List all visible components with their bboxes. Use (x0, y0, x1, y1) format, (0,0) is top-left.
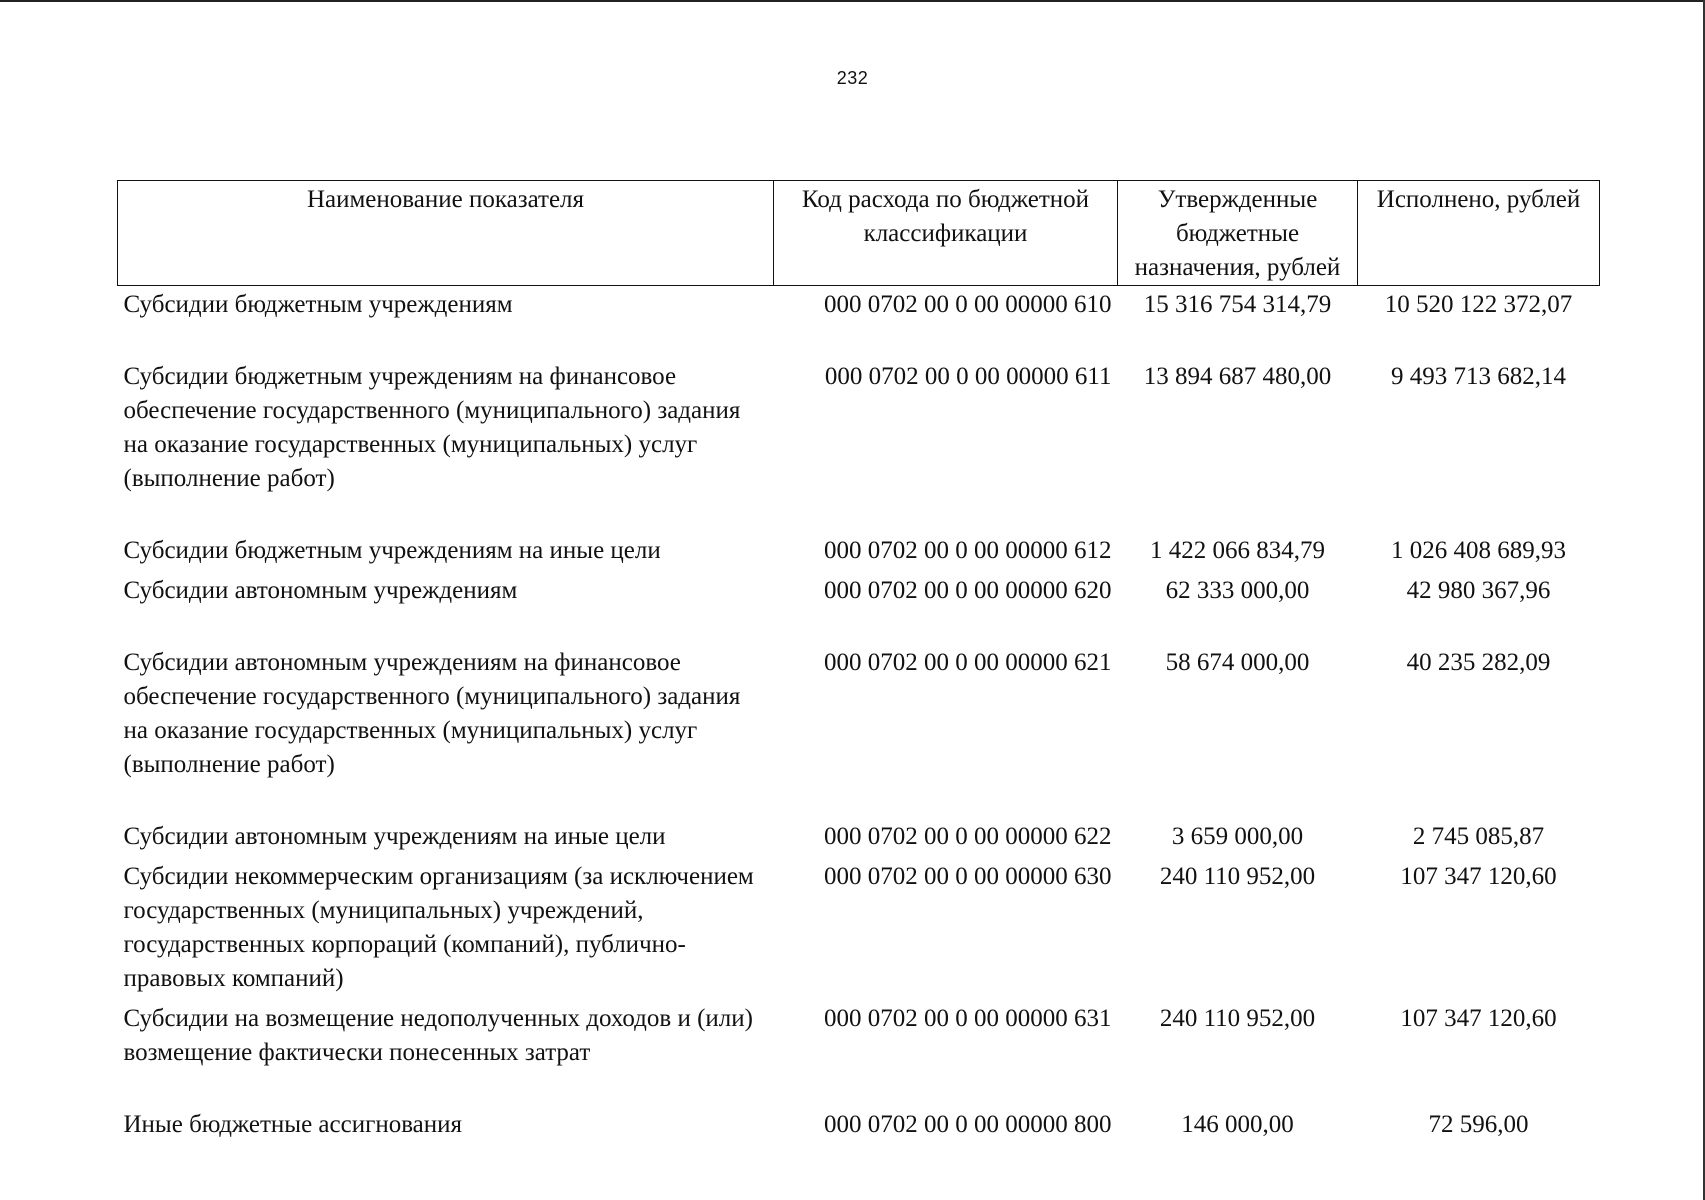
header-indicator-name: Наименование показателя (118, 181, 774, 286)
row-approved: 240 110 952,00 (1159, 1005, 1316, 1032)
row-name: Субсидии на возмещение недополученных доходов и (или) возмещение фактически понесенных затрат (123, 1005, 753, 1066)
row-code: 000 0702 00 0 00 00000 622 (824, 823, 1112, 850)
row-name: Субсидии некоммерческим организациям (за исключением государственных (муниципальных) учреждений, государственных корпораций (компаний), публично-правовых компаний) (123, 863, 754, 992)
table-row (118, 858, 1600, 1000)
row-code: 000 0702 00 0 00 00000 631 (824, 1005, 1112, 1032)
table-row (118, 644, 1600, 818)
row-code: 000 0702 00 0 00 00000 620 (824, 577, 1112, 604)
budget-table-container (117, 180, 1599, 1142)
table-row (118, 818, 1600, 858)
row-code: 000 0702 00 0 00 00000 611 (824, 363, 1112, 390)
row-executed: 107 347 120,60 (1400, 863, 1557, 890)
row-name: Субсидии автономным учреждениям на иные цели (123, 823, 666, 850)
header-executed-amount: Исполнено, рублей (1358, 181, 1600, 286)
page-top-edge (0, 0, 1705, 2)
row-code: 000 0702 00 0 00 00000 621 (824, 649, 1112, 676)
row-executed: 2 745 085,87 (1412, 823, 1545, 850)
row-approved: 58 674 000,00 (1165, 649, 1310, 676)
row-approved: 1 422 066 834,79 (1150, 537, 1325, 564)
table-row (118, 532, 1600, 572)
row-executed: 9 493 713 682,14 (1391, 363, 1566, 390)
budget-table (117, 180, 1600, 1142)
row-code: 000 0702 00 0 00 00000 612 (824, 537, 1112, 564)
row-executed: 42 980 367,96 (1406, 577, 1551, 604)
table-row (118, 286, 1600, 359)
row-name: Иные бюджетные ассигнования (123, 1111, 463, 1138)
row-approved: 146 000,00 (1181, 1111, 1294, 1138)
row-code: 000 0702 00 0 00 00000 800 (824, 1111, 1112, 1138)
row-name: Субсидии бюджетным учреждениям (123, 291, 513, 318)
row-executed: 107 347 120,60 (1400, 1005, 1557, 1032)
row-code: 000 0702 00 0 00 00000 610 (824, 291, 1112, 318)
row-executed: 72 596,00 (1428, 1111, 1529, 1138)
table-row (118, 572, 1600, 644)
row-name: Субсидии автономным учреждениям на финансовое обеспечение государственного (муниципального) задания на оказание государственных (муниципальных) услуг (выполнение работ) (123, 649, 741, 778)
row-executed: 40 235 282,09 (1406, 649, 1551, 676)
row-code: 000 0702 00 0 00 00000 630 (824, 863, 1112, 890)
table-row (118, 1000, 1600, 1106)
header-expense-code: Код расхода по бюджетной классификации (774, 181, 1118, 286)
row-executed: 1 026 408 689,93 (1391, 537, 1566, 564)
row-executed: 10 520 122 372,07 (1384, 291, 1573, 318)
row-name: Субсидии автономным учреждениям (123, 577, 518, 604)
table-row (118, 358, 1600, 532)
row-approved: 3 659 000,00 (1171, 823, 1304, 850)
table-row (118, 1106, 1600, 1142)
header-approved-amount: Утвержденные бюджетные назначения, рублей (1118, 181, 1358, 286)
row-name: Субсидии бюджетным учреждениям на иные цели (123, 537, 661, 564)
row-name: Субсидии бюджетным учреждениям на финансовое обеспечение государственного (муниципального) задания на оказание государственных (муниципальных) услуг (выполнение работ) (123, 363, 741, 492)
table-header-row (118, 181, 1600, 286)
row-approved: 240 110 952,00 (1159, 863, 1316, 890)
row-approved: 62 333 000,00 (1165, 577, 1310, 604)
page-number: 232 (836, 68, 869, 88)
row-approved: 15 316 754 314,79 (1143, 291, 1332, 318)
row-approved: 13 894 687 480,00 (1143, 363, 1332, 390)
